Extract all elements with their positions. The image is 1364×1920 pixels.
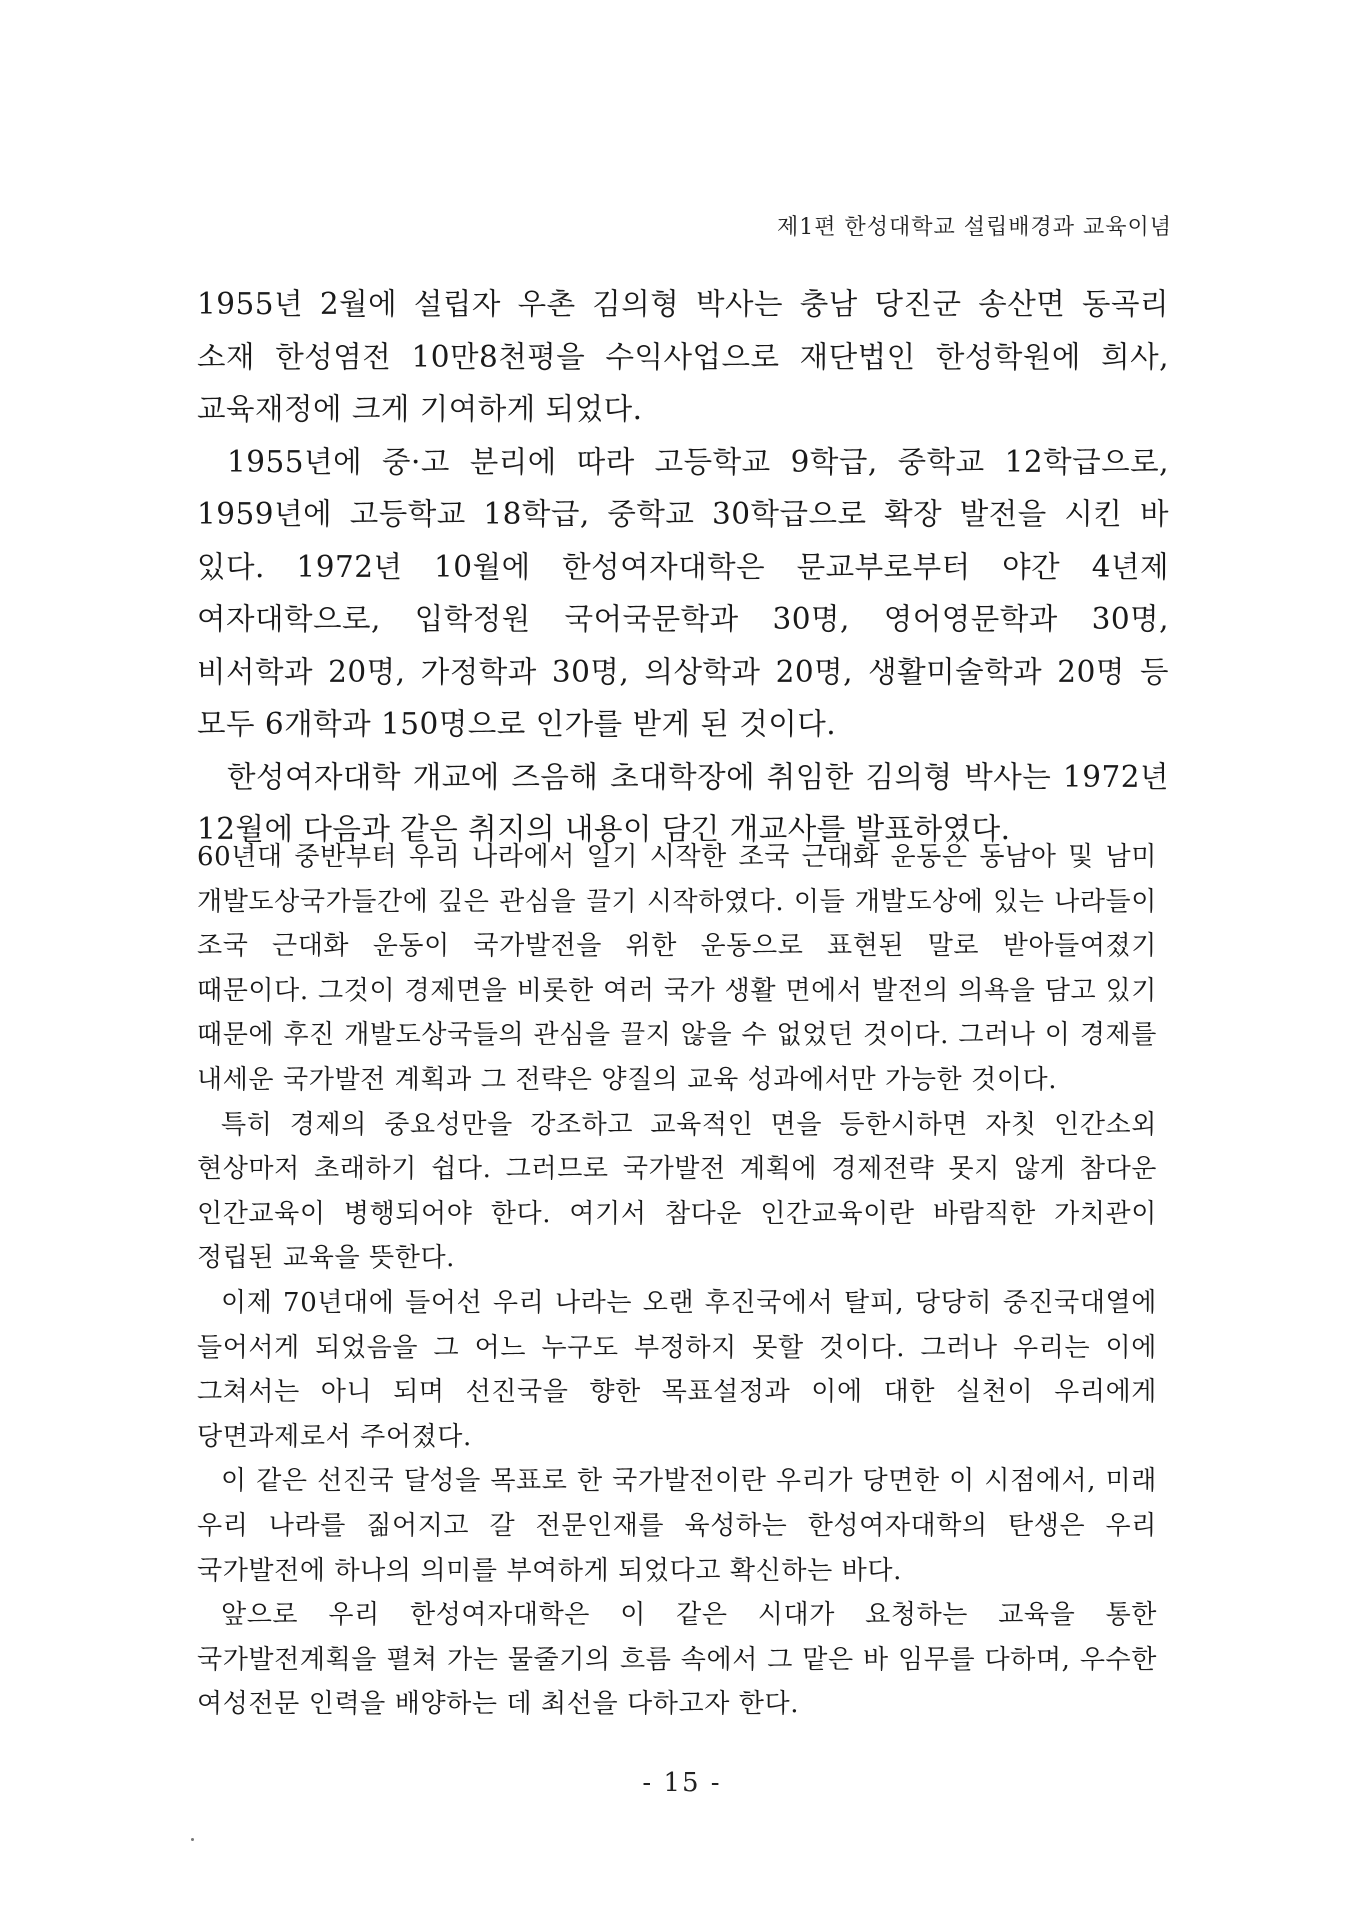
quote-paragraph: 이 같은 선진국 달성을 목표로 한 국가발전이란 우리가 당면한 이 시점에서, 미래 우리 나라를 짊어지고 갈 전문인재를 육성하는 한성여자대학의 탄생은 우리 국가발전에 하나의 의미를 부여하게 되었다고 확신하는 바다. [197, 1466, 1157, 1586]
quote-paragraph: 특히 경제의 중요성만을 강조하고 교육적인 면을 등한시하면 자칫 인간소외 현상마저 초래하기 쉽다. 그러므로 국가발전 계획에 경제전략 못지 않게 참다운 인간교육이 병행되어야 한다. 여기서 참다운 인간교육이란 바람직한 가치관이 정립된 교육을 뜻한다. [197, 1109, 1157, 1274]
body-paragraph: 1955년에 중·고 분리에 따라 고등학교 9학급, 중학교 12학급으로, 1959년에 고등학교 18학급, 중학교 30학급으로 확장 발전을 시킨 바 있다. 1972년 10월에 한성여자대학은 문교부로부터 야간 4년제 여자대학으로, 입학정원 국어국문학과 30명, 영어영문학과 30명, 비서학과 20명, 가정학과 30명, 의상학과 20명, 생활미술학과 20명 등 모두 6개학과 150명으로 인가를 받게 된 것이다. [197, 444, 1169, 741]
body-paragraph: 한성여자대학 개교에 즈음해 초대학장에 취임한 김의형 박사는 1972년 12월에 다음과 같은 취지의 내용이 담긴 개교사를 발표하였다. [197, 759, 1169, 846]
running-header: 제1편 한성대학교 설립배경과 교육이념 [776, 215, 1172, 240]
quote-paragraph: 이제 70년대에 들어선 우리 나라는 오랜 후진국에서 탈피, 당당히 중진국대열에 들어서게 되었음을 그 어느 누구도 부정하지 못할 것이다. 그러나 우리는 이에 그쳐서는 아니 되며 선진국을 향한 목표설정과 이에 대한 실천이 우리에게 당면과제로서 주어졌다. [197, 1287, 1157, 1452]
scan-speck [191, 1838, 194, 1841]
opening-address-quote [197, 835, 1157, 1727]
body-section [197, 278, 1169, 856]
body-paragraph: 1955년 2월에 설립자 우촌 김의형 박사는 충남 당진군 송산면 동곡리 소재 한성염전 10만8천평을 수익사업으로 재단법인 한성학원에 희사, 교육재정에 크게 기여하게 되었다. [197, 287, 1169, 426]
page-number: - 15 - [642, 1768, 722, 1798]
quote-paragraph: 앞으로 우리 한성여자대학은 이 같은 시대가 요청하는 교육을 통한 국가발전계획을 펼쳐 가는 물줄기의 흐름 속에서 그 맡은 바 임무를 다하며, 우수한 여성전문 인력을 배양하는 데 최선을 다하고자 한다. [197, 1600, 1157, 1720]
quote-paragraph: 60년대 중반부터 우리 나라에서 일기 시작한 조국 근대화 운동은 동남아 및 남미 개발도상국가들간에 깊은 관심을 끌기 시작하였다. 이들 개발도상에 있는 나라들이 조국 근대화 운동이 국가발전을 위한 운동으로 표현된 말로 받아들여졌기 때문이다. 그것이 경제면을 비롯한 여러 국가 생활 면에서 발전의 의욕을 담고 있기 때문에 후진 개발도상국들의 관심을 끌지 않을 수 없었던 것이다. 그러나 이 경제를 내세운 국가발전 계획과 그 전략은 양질의 교육 성과에서만 가능한 것이다. [197, 842, 1157, 1095]
